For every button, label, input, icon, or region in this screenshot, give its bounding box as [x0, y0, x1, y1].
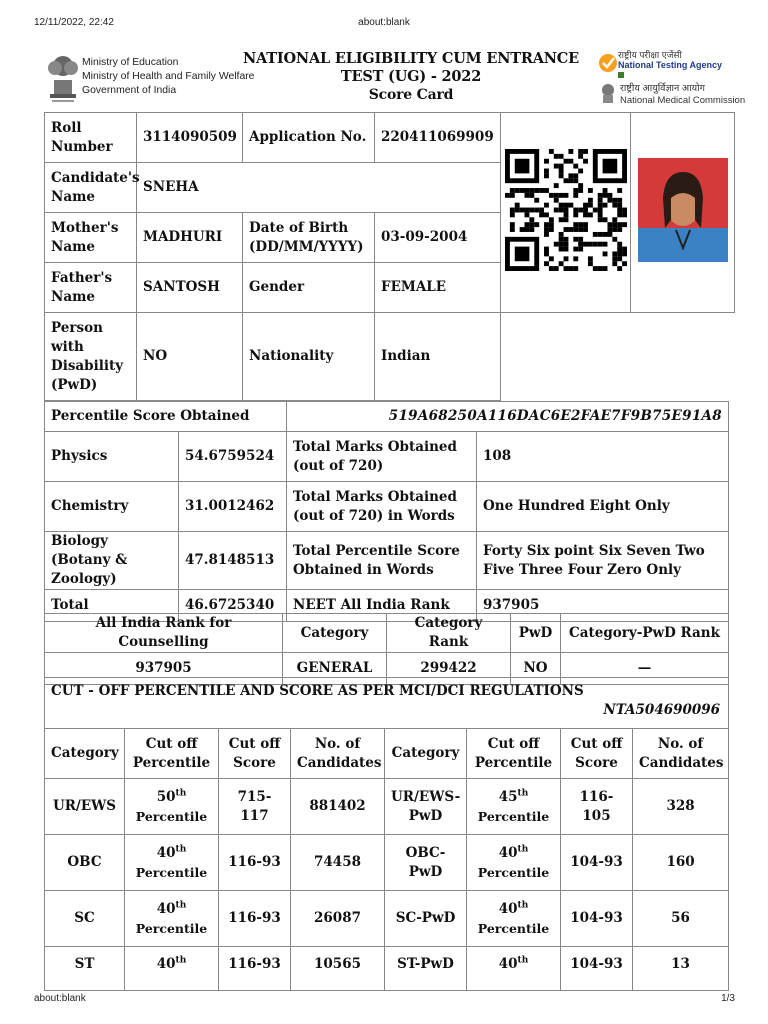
- marks-words-value: One Hundred Eight Only: [477, 482, 729, 532]
- cutoff-percentile-word: Percentile: [135, 808, 208, 824]
- scorecard-subtitle: Score Card: [368, 87, 454, 103]
- name-value: SNEHA: [137, 163, 501, 213]
- rank-value: —: [561, 653, 729, 685]
- roll-label: Roll Number: [45, 113, 137, 163]
- cutoff-header: Category: [45, 729, 125, 779]
- cutoff-body: [45, 779, 729, 991]
- cutoff-percentile: [125, 779, 219, 835]
- cutoff-category-pwd: SC-PwD: [385, 891, 467, 947]
- cutoff-percentile-pwd: [467, 891, 561, 947]
- rank-header: Category Rank: [387, 614, 511, 653]
- cutoff-header: No. of Candidates: [291, 729, 385, 779]
- rank-table: [44, 613, 729, 685]
- rank-header: All India Rank for Counselling: [45, 614, 283, 653]
- nationality-value: Indian: [375, 313, 501, 401]
- empty-cell: [501, 313, 735, 401]
- title-line: NATIONAL ELIGIBILITY CUM ENTRANCE: [243, 50, 579, 67]
- cutoff-header: Cut off Percentile: [125, 729, 219, 779]
- photo-cell: [631, 113, 735, 313]
- name-label: Candidate's Name: [45, 163, 137, 213]
- app-label: Application No.: [243, 113, 375, 163]
- rank-header: Category-PwD Rank: [561, 614, 729, 653]
- cutoff-percentile-number: 40: [156, 900, 176, 917]
- cutoff-percentile-suffix: th: [175, 955, 187, 966]
- cutoff-caption-cell: [45, 678, 729, 729]
- table-row: [45, 729, 729, 779]
- table-row: [45, 614, 729, 653]
- cutoff-percentile-suffix: th: [517, 955, 529, 966]
- score-table: [44, 401, 729, 622]
- table-row: [45, 402, 729, 432]
- cutoff-percentile-number: 40: [156, 844, 176, 861]
- print-timestamp: 12/11/2022, 22:42: [34, 17, 114, 28]
- cutoff-percentile-number: 40: [498, 900, 518, 917]
- cutoff-percentile-suffix: th: [175, 788, 187, 798]
- cutoff-candidates-pwd: 13: [633, 947, 729, 991]
- cutoff-candidates: 10565: [291, 947, 385, 991]
- app-value: 220411069909: [375, 113, 501, 163]
- cutoff-category-pwd: OBC-PwD: [385, 835, 467, 891]
- cutoff-category: OBC: [45, 835, 125, 891]
- table-row: [45, 113, 735, 163]
- page-title: [236, 50, 586, 104]
- cutoff-percentile: [125, 891, 219, 947]
- cutoff-code: NTA504690096: [603, 702, 721, 718]
- cutoff-percentile-pwd: [467, 779, 561, 835]
- print-footer-url: about:blank: [34, 993, 86, 1004]
- cutoff-percentile-suffix: th: [175, 900, 187, 910]
- qr-code-icon: [505, 149, 627, 271]
- table-row: [45, 482, 729, 532]
- marks-words-label: Total Marks Obtained (out of 720) in Words: [287, 482, 477, 532]
- cutoff-percentile-pwd: [467, 835, 561, 891]
- candidate-photo: [638, 158, 728, 262]
- cutoff-score-pwd: 104-93: [561, 835, 633, 891]
- percentile-code: 519A68250A116DAC6E2FAE7F9B75E91A8: [287, 402, 729, 432]
- cutoff-row: [45, 835, 729, 891]
- cutoff-score-pwd: 104-93: [561, 947, 633, 991]
- cutoff-candidates-pwd: 160: [633, 835, 729, 891]
- percentile-label: Percentile Score Obtained: [45, 402, 287, 432]
- cutoff-percentile-number: 40: [498, 956, 518, 972]
- candidate-table: [44, 112, 735, 401]
- gender-value: FEMALE: [375, 263, 501, 313]
- ministry-text: [82, 56, 254, 98]
- cutoff-header: Cut off Score: [219, 729, 291, 779]
- nationality-label: Nationality: [243, 313, 375, 401]
- cutoff-percentile-number: 40: [498, 844, 518, 861]
- cutoff-percentile-word: Percentile: [477, 920, 550, 936]
- nmc-english: National Medical Commission: [620, 95, 746, 106]
- roll-value: 3114090509: [137, 113, 243, 163]
- cutoff-score: 116-93: [219, 947, 291, 991]
- cutoff-header: Cut off Score: [561, 729, 633, 779]
- cutoff-score: 715-117: [219, 779, 291, 835]
- cutoff-percentile-number: 45: [498, 788, 518, 805]
- cutoff-row: [45, 947, 729, 991]
- cutoff-percentile-number: 50: [156, 788, 176, 805]
- dob-value: 03-09-2004: [375, 213, 501, 263]
- cutoff-row: [45, 779, 729, 835]
- cutoff-percentile-suffix: th: [517, 900, 529, 910]
- print-title: about:blank: [358, 17, 410, 28]
- nta-logo-icon: [598, 51, 618, 79]
- print-header: [0, 17, 768, 33]
- pwd-value: NO: [137, 313, 243, 401]
- gender-label: Gender: [243, 263, 375, 313]
- physics-label: Physics: [45, 432, 179, 482]
- print-footer: [0, 993, 768, 1009]
- cutoff-percentile-word: Percentile: [477, 808, 550, 824]
- rank-value: 299422: [387, 653, 511, 685]
- chemistry-label: Chemistry: [45, 482, 179, 532]
- cutoff-percentile-suffix: th: [517, 788, 529, 798]
- cutoff-percentile: [125, 947, 219, 991]
- dob-label: Date of Birth (DD/MM/YYYY): [243, 213, 375, 263]
- cutoff-score-pwd: 104-93: [561, 891, 633, 947]
- pct-words-value: Forty Six point Six Seven Two Five Three Four Zero Only: [477, 532, 729, 590]
- cutoff-row: [45, 891, 729, 947]
- cutoff-header: Category: [385, 729, 467, 779]
- rank-value: 937905: [477, 590, 729, 622]
- cutoff-category: ST: [45, 947, 125, 991]
- nta-text: [618, 50, 722, 80]
- father-value: SANTOSH: [137, 263, 243, 313]
- cutoff-percentile-word: Percentile: [477, 864, 550, 880]
- total-label: Total: [45, 590, 179, 622]
- rank-header: PwD: [511, 614, 561, 653]
- cutoff-percentile: [125, 835, 219, 891]
- cutoff-category: UR/EWS: [45, 779, 125, 835]
- nmc-text: [620, 83, 745, 107]
- physics-value: 54.6759524: [179, 432, 287, 482]
- biology-value: 47.8148513: [179, 532, 287, 590]
- nmc-hindi: राष्ट्रीय आयुर्विज्ञान आयोग: [620, 83, 705, 94]
- pct-words-label: Total Percentile Score Obtained in Words: [287, 532, 477, 590]
- cutoff-header: Cut off Percentile: [467, 729, 561, 779]
- cutoff-caption: CUT - OFF PERCENTILE AND SCORE AS PER MCI/DCI REGULATIONS: [51, 683, 584, 699]
- cutoff-category-pwd: UR/EWS-PwD: [385, 779, 467, 835]
- cutoff-header: No. of Candidates: [633, 729, 729, 779]
- table-row: [45, 313, 735, 401]
- ministry-line: Government of India: [82, 85, 177, 96]
- ministry-line: Ministry of Education: [82, 57, 179, 68]
- print-page-number: 1/3: [721, 993, 735, 1004]
- mother-value: MADHURI: [137, 213, 243, 263]
- cutoff-percentile-number: 40: [156, 956, 176, 972]
- nta-english: National Testing Agency: [618, 60, 723, 70]
- father-label: Father's Name: [45, 263, 137, 313]
- cutoff-table: [44, 677, 729, 991]
- ministry-line: Ministry of Health and Family Welfare: [82, 71, 255, 82]
- table-row: [45, 532, 729, 590]
- title-line: TEST (UG) - 2022: [340, 68, 482, 85]
- nta-tagline-bar: [618, 72, 624, 78]
- cutoff-category-pwd: ST-PwD: [385, 947, 467, 991]
- qr-code-cell: [501, 113, 631, 313]
- cutoff-percentile-suffix: th: [175, 844, 187, 854]
- nmc-emblem-icon: [598, 82, 618, 106]
- cutoff-percentile-word: Percentile: [135, 920, 208, 936]
- table-row: [45, 678, 729, 729]
- cutoff-score-pwd: 116-105: [561, 779, 633, 835]
- cutoff-score: 116-93: [219, 891, 291, 947]
- national-emblem-icon: [46, 50, 80, 104]
- marks-label: Total Marks Obtained (out of 720): [287, 432, 477, 482]
- table-row: [45, 432, 729, 482]
- cutoff-candidates-pwd: 56: [633, 891, 729, 947]
- total-value: 46.6725340: [179, 590, 287, 622]
- marks-value: 108: [477, 432, 729, 482]
- rank-value: GENERAL: [283, 653, 387, 685]
- pwd-label: Person with Disability (PwD): [45, 313, 137, 401]
- cutoff-candidates: 74458: [291, 835, 385, 891]
- cutoff-score: 116-93: [219, 835, 291, 891]
- cutoff-percentile-suffix: th: [517, 844, 529, 854]
- cutoff-category: SC: [45, 891, 125, 947]
- chemistry-value: 31.0012462: [179, 482, 287, 532]
- mother-label: Mother's Name: [45, 213, 137, 263]
- rank-value: NO: [511, 653, 561, 685]
- cutoff-candidates: 881402: [291, 779, 385, 835]
- rank-label: NEET All India Rank: [287, 590, 477, 622]
- cutoff-percentile-pwd: [467, 947, 561, 991]
- cutoff-candidates-pwd: 328: [633, 779, 729, 835]
- nta-hindi: राष्ट्रीय परीक्षा एजेंसी: [618, 50, 682, 60]
- cutoff-candidates: 26087: [291, 891, 385, 947]
- rank-value: 937905: [45, 653, 283, 685]
- rank-header: Category: [283, 614, 387, 653]
- biology-label: Biology (Botany & Zoology): [45, 532, 179, 590]
- cutoff-percentile-word: Percentile: [135, 864, 208, 880]
